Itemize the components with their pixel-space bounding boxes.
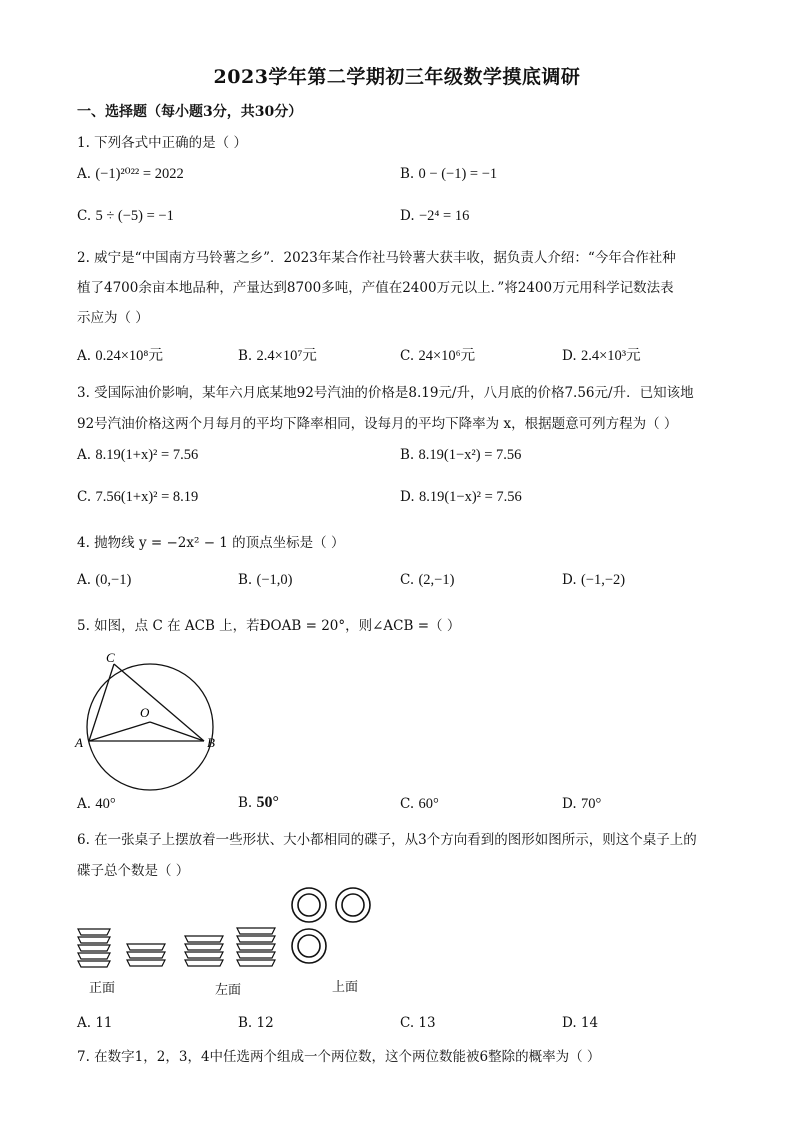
option-letter: B. bbox=[238, 572, 253, 588]
option-d[interactable] bbox=[400, 489, 522, 506]
option-d[interactable] bbox=[400, 208, 469, 225]
option-math: 2.4×10⁷元 bbox=[256, 348, 317, 364]
option-letter: C. bbox=[400, 796, 415, 812]
option-math: 0 − (−1) = −1 bbox=[418, 166, 498, 182]
option-letter: C. bbox=[77, 489, 92, 505]
option-letter: D. bbox=[400, 208, 415, 224]
option-d[interactable] bbox=[562, 572, 625, 589]
option-letter: D. bbox=[562, 572, 577, 588]
option-math: −2⁴ = 16 bbox=[418, 208, 470, 224]
segment-oa bbox=[89, 722, 150, 741]
option-letter: B. bbox=[400, 166, 415, 182]
front-view bbox=[78, 929, 165, 967]
option-a[interactable] bbox=[77, 796, 116, 813]
option-c[interactable] bbox=[400, 796, 439, 813]
option-d[interactable] bbox=[562, 344, 641, 365]
option-letter: C. bbox=[400, 572, 415, 588]
option-b[interactable] bbox=[238, 794, 279, 812]
point-label-c: C bbox=[106, 650, 115, 665]
question-stem-line: 3. 受国际油价影响，某年六月底某地92号汽油的价格是8.19元/升，八月底的价格7.56元/升．已知该地 bbox=[77, 385, 694, 401]
front-view-label: 正面 bbox=[89, 981, 116, 996]
left-view bbox=[185, 928, 275, 966]
option-a[interactable] bbox=[77, 344, 163, 365]
option-b[interactable] bbox=[400, 447, 521, 464]
option-math: 0.24×10⁸元 bbox=[95, 348, 163, 364]
question-stem: 5. 如图，点 C 在 ACB 上，若ÐOAB = 20°，则∠ACB =（ ） bbox=[77, 618, 461, 634]
page-title: 2023学年第二学期初三年级数学摸底调研 bbox=[213, 66, 581, 88]
question-stem: 7. 在数字1，2，3，4中任选两个组成一个两位数，这个两位数能被6整除的概率为（ ） bbox=[77, 1049, 601, 1065]
plate-views-figure bbox=[70, 885, 390, 975]
option-math: 24×10⁶元 bbox=[418, 348, 476, 364]
option-math: 60° bbox=[418, 796, 439, 812]
option-d[interactable] bbox=[562, 796, 601, 813]
option-letter: B. bbox=[400, 447, 415, 463]
option-letter: B. bbox=[238, 348, 253, 364]
option-math: 8.19(1−x)² = 7.56 bbox=[418, 489, 522, 505]
option-letter: B. bbox=[238, 795, 253, 811]
option-letter: D. bbox=[562, 348, 577, 364]
question-stem-line: 示应为（ ） bbox=[77, 310, 149, 326]
option-b[interactable] bbox=[238, 572, 292, 589]
left-view-label: 左面 bbox=[215, 983, 242, 998]
option-math: 50° bbox=[256, 794, 279, 811]
option-letter: D. bbox=[562, 796, 577, 812]
option-letter: A. bbox=[77, 166, 92, 182]
top-view bbox=[292, 888, 370, 963]
option-math: (0,−1) bbox=[95, 572, 132, 588]
option-math: 8.19(1−x²) = 7.56 bbox=[418, 447, 522, 463]
option-math: (2,−1) bbox=[418, 572, 455, 588]
top-view-label: 上面 bbox=[332, 980, 359, 995]
option-letter: A. bbox=[77, 572, 92, 588]
option-a[interactable] bbox=[77, 572, 131, 589]
option-math: 7.56(1+x)² = 8.19 bbox=[95, 489, 199, 505]
option-b[interactable] bbox=[238, 344, 317, 365]
option-a[interactable] bbox=[77, 447, 198, 464]
question-stem-line: 92号汽油价格这两个月每月的平均下降率相同，设每月的平均下降率为 x，根据题意可列方程为（ ） bbox=[77, 416, 678, 432]
option-d[interactable]: D. 14 bbox=[562, 1015, 599, 1031]
option-letter: A. bbox=[77, 348, 92, 364]
option-letter: A. bbox=[77, 447, 92, 463]
option-math: 5 ÷ (−5) = −1 bbox=[95, 208, 174, 224]
option-letter: A. bbox=[77, 796, 92, 812]
point-label-b: B bbox=[207, 735, 215, 750]
option-c[interactable] bbox=[400, 572, 454, 589]
question-stem: 1. 下列各式中正确的是（ ） bbox=[77, 135, 247, 151]
option-c[interactable] bbox=[400, 344, 475, 365]
section-heading: 一、选择题（每小题3分，共30分） bbox=[77, 104, 303, 120]
question-stem-line: 6. 在一张桌子上摆放着一些形状、大小都相同的碟子，从3个方向看到的图形如图所示，则这个桌子上的 bbox=[77, 832, 697, 848]
segment-ob bbox=[150, 722, 204, 741]
question-stem: 4. 抛物线 y = −2x² − 1 的顶点坐标是（ ） bbox=[77, 535, 345, 551]
option-math: 2.4×10³元 bbox=[580, 348, 641, 364]
option-math: (−1,0) bbox=[256, 572, 293, 588]
option-math: (−1)²⁰²² = 2022 bbox=[95, 166, 184, 182]
point-label-a: A bbox=[75, 735, 83, 750]
option-letter: D. bbox=[400, 489, 415, 505]
option-letter: C. bbox=[400, 348, 415, 364]
question-stem-line: 2. 威宁是“中国南方马铃薯之乡”．2023年某合作社马铃薯大获丰收，据负责人介绍：“今年合作社种 bbox=[77, 250, 676, 266]
question-stem-line: 植了4700余亩本地品种，产量达到8700多吨，产值在2400万元以上．”将2400万元用科学记数法表 bbox=[77, 280, 674, 296]
option-math: (−1,−2) bbox=[580, 572, 626, 588]
point-label-o: O bbox=[140, 705, 150, 720]
option-a[interactable]: A. 11 bbox=[77, 1015, 113, 1031]
option-a[interactable] bbox=[77, 166, 184, 183]
circle-outline bbox=[87, 664, 213, 790]
option-b[interactable]: B. 12 bbox=[238, 1015, 274, 1031]
option-c[interactable] bbox=[77, 208, 174, 225]
option-c[interactable]: C. 13 bbox=[400, 1015, 436, 1031]
option-c[interactable] bbox=[77, 489, 198, 506]
circle-diagram bbox=[70, 645, 230, 795]
segment-ca bbox=[89, 664, 114, 741]
question-stem-line: 碟子总个数是（ ） bbox=[77, 863, 190, 879]
option-math: 70° bbox=[580, 796, 602, 812]
option-math: 8.19(1+x)² = 7.56 bbox=[95, 447, 199, 463]
option-letter: C. bbox=[77, 208, 92, 224]
option-math: 40° bbox=[95, 796, 116, 812]
option-b[interactable] bbox=[400, 166, 497, 183]
